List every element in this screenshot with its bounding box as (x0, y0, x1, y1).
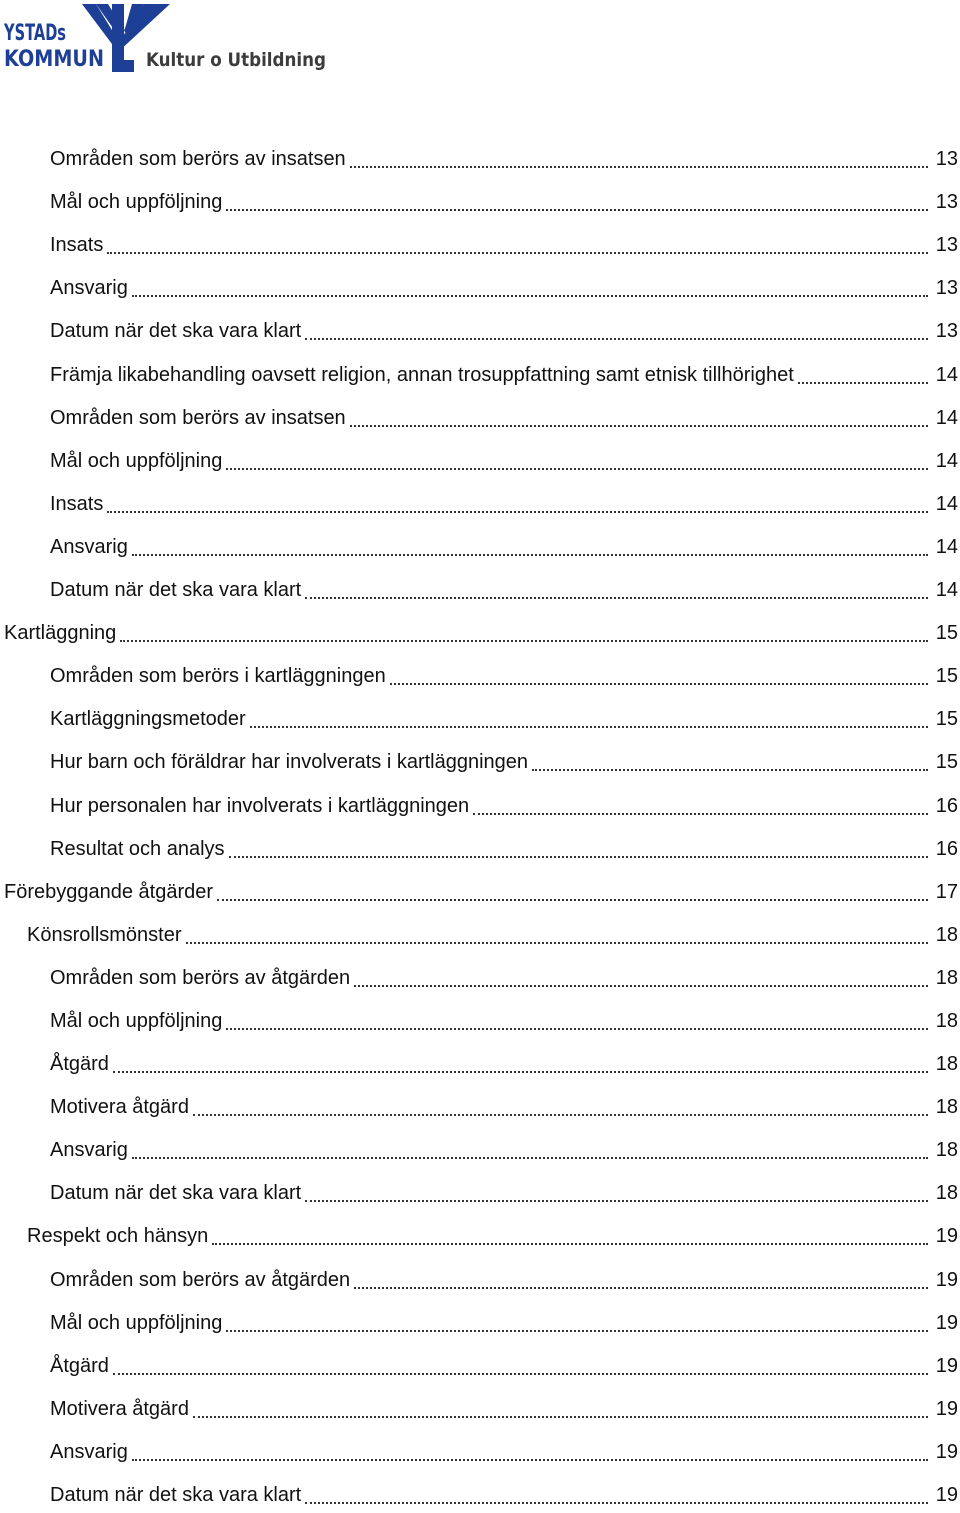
logo-line-ystads: YSTADs (3, 21, 66, 46)
toc-entry-page-number: 18 (935, 1182, 958, 1205)
toc-dot-leader (132, 1137, 928, 1159)
toc-entry-page-number: 18 (935, 1096, 958, 1119)
toc-dot-leader (107, 232, 928, 254)
toc-entry[interactable] (0, 694, 960, 737)
toc-entry-page-number: 19 (935, 1440, 958, 1463)
toc-entry-title: Insats (50, 234, 104, 257)
toc-entry[interactable] (0, 1470, 960, 1513)
toc-entry-page-number: 19 (935, 1268, 958, 1291)
toc-entry-page-number: 16 (935, 794, 958, 817)
toc-entry-page-number: 17 (935, 880, 958, 903)
toc-entry[interactable] (0, 1211, 960, 1254)
toc-entry-title: Mål och uppföljning (50, 1311, 223, 1334)
toc-entry[interactable] (0, 1082, 960, 1125)
toc-entry[interactable] (0, 824, 960, 867)
toc-entry-page-number: 13 (935, 234, 958, 257)
toc-entry-page-number: 18 (935, 966, 958, 989)
toc-dot-leader (305, 318, 928, 340)
toc-entry-title: Åtgärd (50, 1354, 109, 1377)
toc-entry-title: Mål och uppföljning (50, 449, 223, 472)
toc-entry-title: Insats (50, 492, 104, 515)
toc-entry-page-number: 13 (935, 148, 958, 171)
toc-dot-leader (229, 836, 928, 858)
toc-dot-leader (473, 793, 928, 815)
toc-dot-leader (226, 189, 928, 211)
toc-entry-title: Mål och uppföljning (50, 191, 223, 214)
toc-entry-page-number: 18 (935, 923, 958, 946)
toc-entry-title: Hur barn och föräldrar har involverats i kartläggningen (50, 751, 529, 774)
toc-entry-page-number: 13 (935, 191, 958, 214)
toc-entry-title: Ansvarig (50, 1440, 128, 1463)
toc-entry-page-number: 14 (935, 406, 958, 429)
toc-entry[interactable] (0, 1168, 960, 1211)
toc-dot-leader (113, 1353, 928, 1375)
toc-entry[interactable] (0, 780, 960, 823)
toc-entry-page-number: 14 (935, 449, 958, 472)
toc-entry-title: Områden som berörs av insatsen (50, 406, 346, 429)
toc-entry[interactable] (0, 651, 960, 694)
toc-entry-page-number: 19 (935, 1397, 958, 1420)
toc-dot-leader (305, 1482, 928, 1504)
toc-dot-leader (226, 448, 928, 470)
toc-entry[interactable] (0, 1384, 960, 1427)
toc-dot-leader (350, 405, 928, 427)
toc-entry[interactable] (0, 1254, 960, 1297)
toc-dot-leader (132, 1439, 928, 1461)
toc-entry-title: Områden som berörs av insatsen (50, 148, 346, 171)
toc-dot-leader (226, 1310, 928, 1332)
toc-entry[interactable] (0, 393, 960, 436)
toc-entry[interactable] (0, 1298, 960, 1341)
toc-entry-page-number: 15 (935, 751, 958, 774)
toc-dot-leader (305, 577, 928, 599)
toc-entry-title: Ansvarig (50, 1139, 128, 1162)
toc-entry[interactable] (0, 953, 960, 996)
toc-entry[interactable] (0, 134, 960, 177)
toc-entry-page-number: 13 (935, 277, 958, 300)
table-of-contents (0, 134, 960, 1513)
toc-entry-title: Hur personalen har involverats i kartläggningen (50, 794, 470, 817)
toc-entry-title: Kartläggningsmetoder (50, 708, 246, 731)
toc-entry-title: Områden som berörs i kartläggningen (50, 665, 386, 688)
toc-dot-leader (113, 1051, 928, 1073)
toc-dot-leader (132, 534, 928, 556)
toc-entry-title: Datum när det ska vara klart (50, 320, 302, 343)
toc-entry[interactable] (0, 910, 960, 953)
toc-entry[interactable] (0, 996, 960, 1039)
toc-entry-page-number: 14 (935, 579, 958, 602)
toc-dot-leader (532, 749, 928, 771)
toc-entry-title: Förebyggande åtgärder (4, 880, 214, 903)
toc-entry[interactable] (0, 565, 960, 608)
toc-entry[interactable] (0, 263, 960, 306)
toc-entry[interactable] (0, 737, 960, 780)
toc-dot-leader (120, 620, 928, 642)
toc-entry-title: Ansvarig (50, 535, 128, 558)
toc-dot-leader (186, 922, 928, 944)
toc-entry-title: Områden som berörs av åtgärden (50, 966, 351, 989)
toc-entry[interactable] (0, 867, 960, 910)
toc-entry-page-number: 19 (935, 1225, 958, 1248)
toc-entry-page-number: 14 (935, 535, 958, 558)
toc-entry[interactable] (0, 436, 960, 479)
toc-dot-leader (217, 879, 928, 901)
toc-dot-leader (354, 965, 928, 987)
toc-entry-page-number: 14 (935, 492, 958, 515)
toc-entry-title: Mål och uppföljning (50, 1009, 223, 1032)
toc-entry[interactable] (0, 349, 960, 392)
toc-entry-page-number: 18 (935, 1009, 958, 1032)
toc-dot-leader (226, 1008, 928, 1030)
toc-entry-title: Ansvarig (50, 277, 128, 300)
toc-dot-leader (193, 1094, 928, 1116)
toc-dot-leader (305, 1180, 928, 1202)
toc-dot-leader (390, 663, 928, 685)
toc-dot-leader (193, 1396, 928, 1418)
toc-entry-title: Åtgärd (50, 1053, 109, 1076)
toc-entry[interactable] (0, 1039, 960, 1082)
toc-entry-title: Respekt och hänsyn (27, 1225, 209, 1248)
toc-entry-title: Motivera åtgärd (50, 1096, 189, 1119)
toc-dot-leader (250, 706, 928, 728)
toc-entry-page-number: 15 (935, 622, 958, 645)
toc-entry[interactable] (0, 522, 960, 565)
toc-entry-page-number: 18 (935, 1139, 958, 1162)
toc-entry-page-number: 19 (935, 1484, 958, 1506)
toc-entry-page-number: 15 (935, 665, 958, 688)
logo-graphic (0, 0, 340, 80)
toc-entry-page-number: 19 (935, 1311, 958, 1334)
toc-entry[interactable] (0, 1341, 960, 1384)
toc-entry-title: Könsrollsmönster (27, 923, 182, 946)
toc-entry-page-number: 13 (935, 320, 958, 343)
toc-entry[interactable] (0, 177, 960, 220)
toc-entry-title: Motivera åtgärd (50, 1397, 189, 1420)
toc-entry-page-number: 16 (935, 837, 958, 860)
toc-entry[interactable] (0, 1427, 960, 1470)
logo-line-kommun: KOMMUN (4, 47, 104, 72)
toc-entry-page-number: 19 (935, 1354, 958, 1377)
toc-dot-leader (350, 146, 928, 168)
toc-entry[interactable] (0, 306, 960, 349)
toc-entry-page-number: 18 (935, 1053, 958, 1076)
toc-entry-title: Datum när det ska vara klart (50, 1182, 302, 1205)
toc-dot-leader (354, 1267, 928, 1289)
toc-entry-title: Resultat och analys (50, 837, 225, 860)
municipality-logo (0, 0, 340, 80)
toc-dot-leader (798, 362, 928, 384)
toc-dot-leader (107, 491, 928, 513)
toc-entry[interactable] (0, 608, 960, 651)
toc-dot-leader (132, 275, 928, 297)
toc-dot-leader (212, 1223, 928, 1245)
toc-entry[interactable] (0, 1125, 960, 1168)
toc-entry-title: Datum när det ska vara klart (50, 1484, 302, 1506)
toc-entry-title: Datum när det ska vara klart (50, 579, 302, 602)
toc-entry-title: Kartläggning (4, 622, 117, 645)
toc-entry-title: Områden som berörs av åtgärden (50, 1268, 351, 1291)
toc-entry-page-number: 15 (935, 708, 958, 731)
logo-subtitle: Kultur o Utbildning (146, 49, 326, 71)
toc-entry[interactable] (0, 479, 960, 522)
toc-entry-page-number: 14 (935, 363, 958, 386)
toc-entry-title: Främja likabehandling oavsett religion, annan trosuppfattning samt etnisk tillhörighet (50, 363, 794, 386)
toc-entry[interactable] (0, 220, 960, 263)
